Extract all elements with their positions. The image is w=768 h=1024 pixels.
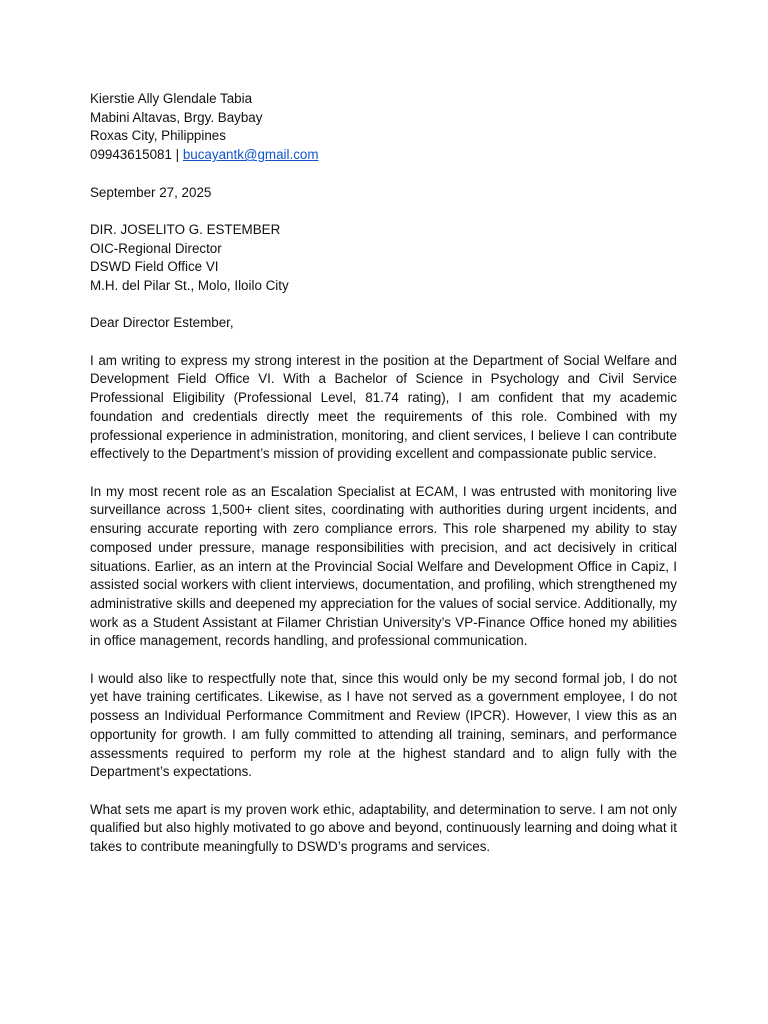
recipient-office: DSWD Field Office VI [90, 259, 219, 275]
contact-separator: | [171, 147, 183, 163]
letter-page [90, 90, 677, 875]
body-paragraph-2: In my most recent role as an Escalation Specialist at ECAM, I was entrusted with monitoring live surveillance across 1,500+ client sites, coordinating with authorities during urgent incidents, and ensuring accurate reporting with zero compliance errors. This role sharpened my ability to stay composed under pressure, manage responsibilities with precision, and act decisively in critical situations. Earlier, as an intern at the Provincial Social Welfare and Development Office in Capiz, I assisted social workers with client interviews, documentation, and profiling, which strengthened my administrative skills and deepened my appreciation for the values of social service. Additionally, my work as a Student Assistant at Filamer Christian University’s VP-Finance Office honed my abilities in office management, records handling, and professional communication. [90, 483, 677, 649]
recipient-address: M.H. del Pilar St., Molo, Iloilo City [90, 278, 289, 293]
body-paragraph-1: I am writing to express my strong interest in the position at the Department of Social Welfare and Development Field Office VI. With a Bachelor of Science in Psychology and Civil Service Professional Eligibility (Professional Level, 81.74 rating), I am confident that my academic foundation and credentials directly meet the requirements of this role. Combined with my professional experience in administration, monitoring, and client services, I believe I can contribute effectively to the Department’s mission of providing excellent and compassionate public service. [90, 352, 677, 462]
body-paragraph-4: What sets me apart is my proven work ethic, adaptability, and determination to serve. I am not only qualified but also highly motivated to go above and beyond, continuously learning and doing what it takes to contribute meaningfully to DSWD’s programs and services. [90, 801, 677, 855]
recipient-block [90, 221, 677, 296]
sender-phone: 09943615081 [90, 147, 172, 163]
spacer [90, 333, 677, 352]
spacer [90, 165, 677, 184]
sender-contact-line [90, 146, 677, 165]
recipient-title: OIC-Regional Director [90, 240, 222, 256]
spacer [90, 202, 677, 221]
sender-block [90, 90, 677, 165]
spacer [90, 296, 677, 315]
sender-email-link[interactable]: bucayantk@gmail.com [182, 147, 319, 163]
salutation: Dear Director Estember, [90, 315, 234, 331]
sender-name: Kierstie Ally Glendale Tabia [90, 91, 253, 106]
body-paragraph-3: I would also like to respectfully note that, since this would only be my second formal job, I do not yet have training certificates. Likewise, as I have not served as a government employee, I do not possess an Individual Performance Commitment and Review (IPCR). However, I view this as an opportunity for growth. I am fully committed to attending all training, seminars, and performance assessments required to perform my role at the highest standard and to align fully with the Department’s expectations. [90, 670, 677, 780]
letter-date: September 27, 2025 [90, 184, 212, 200]
sender-address-line2: Roxas City, Philippines [90, 128, 226, 144]
recipient-name: DIR. JOSELITO G. ESTEMBER [90, 221, 281, 237]
sender-address-line1: Mabini Altavas, Brgy. Baybay [90, 109, 263, 125]
